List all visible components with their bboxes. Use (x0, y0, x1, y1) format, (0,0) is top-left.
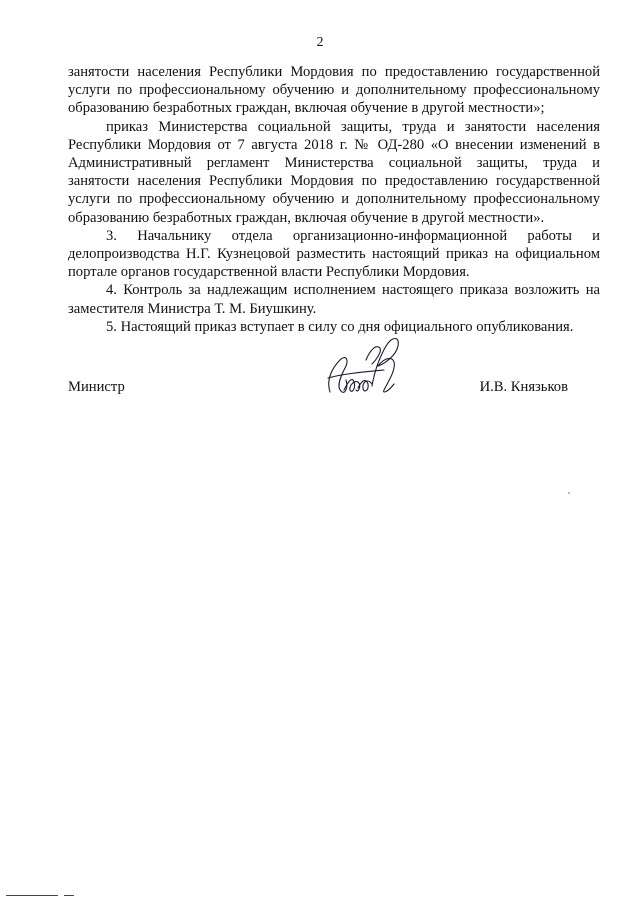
text-line: заместителя Министра Т. М. Биушкину. (68, 300, 317, 317)
signatory-title: Министр (68, 379, 125, 395)
text-line: услуги по профессиональному обучению и дополнительному профессиональному (68, 82, 600, 99)
footer-rule (6, 895, 58, 896)
text-line: делопроизводства Н.Г. Кузнецовой разместить настоящий приказ на официальном (68, 246, 600, 263)
document-body (68, 63, 600, 336)
text-line: портале органов государственной власти Республики Мордовия. (68, 264, 470, 281)
paragraph-continuation (68, 63, 600, 118)
text-line: 4. Контроль за надлежащим исполнением настоящего приказа возложить на (106, 282, 600, 299)
text-line: образованию безработных граждан, включая обучение в другой местности». (68, 209, 545, 226)
paragraph-item-4 (68, 281, 600, 317)
text-line: занятости населения Республики Мордовия по предоставлению государственной (68, 173, 600, 190)
text-line: услуги по профессиональному обучению и дополнительному профессиональному (68, 191, 600, 208)
signatory-name: И.В. Князьков (479, 379, 568, 395)
page-number: 2 (316, 35, 324, 50)
text-line: 3. Начальнику отдела организационно-информационной работы и (106, 227, 600, 244)
scan-speck (568, 492, 570, 494)
text-line: занятости населения Республики Мордовия по предоставлению государственной (68, 64, 600, 80)
text-line: приказ Министерства социальной защиты, труда и занятости населения (106, 118, 600, 135)
text-line: образованию безработных граждан, включая обучение в другой местности»; (68, 100, 545, 117)
text-line: Административный регламент Министерства социальной защиты, труда и (68, 155, 600, 172)
text-line: Республики Мордовия от 7 августа 2018 г. № ОД-280 «О внесении изменений в (68, 136, 600, 153)
paragraph-order-reference (68, 118, 600, 227)
footer-rule-short (64, 895, 74, 896)
paragraph-item-3 (68, 227, 600, 282)
text-line: 5. Настоящий приказ вступает в силу со дня официального опубликования. (106, 318, 574, 335)
signature-block (68, 378, 600, 400)
